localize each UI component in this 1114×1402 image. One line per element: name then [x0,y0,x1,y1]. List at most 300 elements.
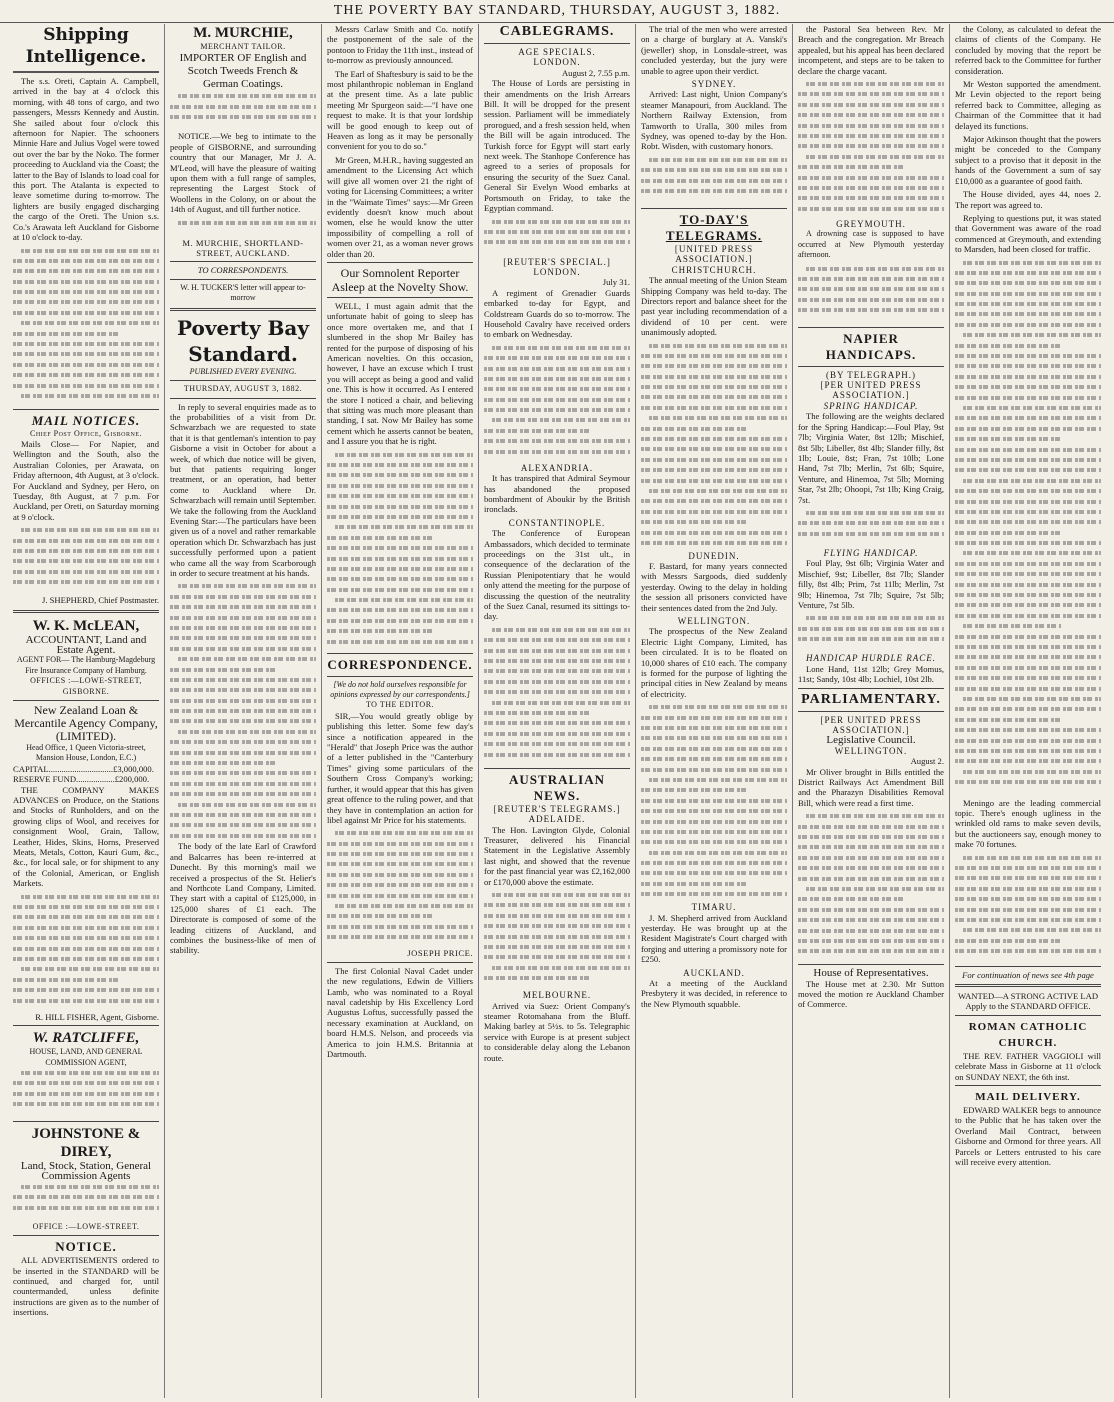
text-line-ink [955,780,1101,784]
text-line [955,309,1101,319]
text-line-ink [327,935,473,939]
text-line [327,859,473,869]
text-line [955,559,1101,569]
johnstone-continued [13,1182,159,1222]
text-line-ink [484,669,630,673]
shipping-text: The s.s. Oreti, Captain A. Campbell, arrived in the bay at 4 o'clock this morning, with 48 tons of cargo, and two passengers, Messrs Kennedy and Austin. She sailed about four o'clock this afternoon for Napier. The schooners Minnie Hare and Julius Vogel were towed out over the bar by the Noko. The former proceeding to Auckland via the Coast; the latter to the Bay of Islands to load coal for this port. The Atalanta is expected to leave sometime during to-morrow. The lighters are busily engaged discharging the cargo of the Oreti. The Union s.s. Co.'s Arawata left Auckland for Gisborne at 10 o'clock to-day. [13,76,159,243]
text-line-ink [641,510,787,514]
text-line [641,775,787,785]
text-line-ink [641,375,787,379]
text-line [955,486,1101,496]
text-line-ink [955,603,1101,607]
text-line [641,361,787,371]
text-line-ink [955,572,1101,576]
somnolent-text: WELL, I must again admit that the unfortunate habit of going to sleep has once more overtaken me, and that I slumbered in the shop Mr Bailey has rented for the purpose of disposing of his American novelties. On this occasion, however, I have an excuse which I trust you will accept as being a good and valid one. This is how it occurred. As I entered the store I noticed a chair, and believing that sitting was much more pleasant than standing, I sat. Now Mr Bailey has some cement which he asserts cannot be beaten, and I assure you that he is right. [327,300,473,447]
text-line-ink [641,736,787,740]
text-line [327,450,473,460]
house-text: The House met at 2.30. Mr Sutton moved the motion re Auckland Chamber of Commerce. [798,978,944,1010]
text-line-ink [641,892,787,896]
text-line-ink [955,448,1101,452]
text-line-ink [641,747,787,751]
text-line-ink [21,528,159,532]
text-line [170,613,316,623]
roman-catholic-heading: ROMAN CATHOLIC CHURCH. [968,1020,1088,1049]
johnstone-office: OFFICE :—LOWE-STREET. [32,1221,140,1231]
text-line-ink [13,926,159,930]
text-line [641,733,787,743]
murchie-importer: IMPORTER OF English and Scotch Tweeds French & German Coatings. [179,52,307,91]
text-line [13,577,159,587]
text-line [955,424,1101,434]
text-line [327,460,473,470]
text-line [170,810,316,820]
age-specials: AGE SPECIALS. [518,47,596,57]
text-line-ink [955,312,1101,316]
text-line [13,902,159,912]
text-line [641,507,787,517]
issue-date: THURSDAY, AUGUST 3, 1882. [183,384,303,394]
text-line [170,602,316,612]
wk-title: W. K. McLEAN, [32,617,140,634]
text-line-ink [798,835,944,839]
text-line-ink [21,895,159,899]
text-line [798,624,944,634]
text-line-ink [955,614,1101,618]
text-line [798,863,944,873]
text-line-ink [955,364,1101,368]
text-line-ink [170,761,276,765]
text-line-ink [170,751,316,755]
text-line-ink [327,505,473,509]
mail-continued [13,525,159,595]
weston-item: Mr Weston supported the amendment. Mr Levin objected to the report being referred back to Committee, alleging as Chairman of the Committee that it had delayed its functions. [955,79,1101,131]
text-line [798,162,944,172]
text-line [955,403,1101,413]
text-line-ink [955,593,1101,597]
text-line-ink [21,321,159,325]
columns [8,24,1106,1398]
text-line [798,100,944,110]
text-line-ink [955,655,1101,659]
text-line [955,777,1101,787]
trial-item: The trial of the men who were arrested on a charge of burglary at A. Vanski's (jeweller) shop, in Lonsdale-street, was concluded yesterday, but the jury were unable to agree upon their verdict. [641,24,787,76]
text-line [641,476,787,486]
text-line [13,297,159,307]
text-line [955,278,1101,288]
text-line-ink [335,904,473,908]
text-line-ink [13,988,159,992]
text-line-ink [798,298,944,302]
text-line [955,715,1101,725]
divider [955,1085,1101,1086]
text-line [170,727,316,737]
text-line-ink [170,626,316,630]
text-line-ink [641,395,787,399]
text-line-ink [13,1206,159,1210]
text-line [955,611,1101,621]
column-4 [479,24,636,1398]
nz-text: THE COMPANY MAKES ADVANCES on Produce, on the Stations and Stocks of Runholders, and on the growing clips of Wool, and receives for consignment Wool, Grain, Tallow, Leather, Hides, Skins, Horns, Preserved Meats, Metals, Cotton, Kauri Gum, &c., &c., for local sale, or for shipment to any of the Colonial, American, or English Markets. [13,784,159,889]
text-line-ink [484,753,630,757]
text-line-ink [955,344,1061,348]
text-line-ink [955,749,1101,753]
text-line-ink [641,882,747,886]
text-line [13,912,159,922]
text-line-ink [649,158,787,162]
text-line [641,528,787,538]
divider [13,1121,159,1122]
correspondence-disclaimer: [We do not hold ourselves responsible for opinions expressed by our correspondents.] [330,679,470,700]
text-line-ink [484,914,630,918]
breach-continued [798,79,944,219]
ratcliffe-sub: HOUSE, LAND, AND GENERAL COMMISSION AGENT, [29,1047,143,1067]
text-line-ink [170,771,316,775]
text-line-ink [327,608,473,612]
parliament-continued [955,258,1101,798]
text-line-ink [641,354,787,358]
notice-text: ALL ADVERTISEMENTS ordered to be inserted in the STANDARD will be continued, and charged for, until countermanded, unless definite instructions are given as to the number of insertions. [13,1255,159,1318]
divider [484,43,630,44]
text-line-ink [955,908,1101,912]
text-line [327,616,473,626]
text-line-ink [806,155,944,159]
notice-continued [170,218,316,238]
correspondents-text: W. H. TUCKER'S letter will appear to-morrow [180,282,306,303]
text-line [798,508,944,518]
text-line [955,642,1101,652]
text-line-ink [492,346,630,350]
text-line [955,704,1101,714]
text-line-ink [798,939,944,943]
hurdle-text: Lone Hand, 11st 12lb; Grey Momus, 11st; Sandy, 10st 4lb; Lochiel, 10st 2lb. [798,663,944,685]
wk-agent: AGENT FOR— The Hamburg-Magdeburg Fire Insurance Company of Hamburg. [16,655,156,675]
text-line-ink [178,730,316,734]
column-7 [950,24,1106,1398]
text-line [484,656,630,666]
text-line-ink [963,261,1101,265]
text-line-ink [798,877,944,881]
text-line-ink [955,427,1101,431]
text-line [484,217,630,227]
text-line [484,635,630,645]
text-line [641,486,787,496]
text-line-ink [484,439,630,443]
text-line-ink [13,947,159,951]
london-text: The House of Lords are persisting in their amendments on the Irish Arrears Bill. It will be dropped for the present session. Parliament will be immediately prorogued, and a fresh session held, when the Bill will be again introduced. The Turkish force for Egypt will start early next week. The Stanhope Conference has agreed to a series of proposals for ensuring the security of the Suez Canal. General Sir Evelyn Wood embarks at Portsmouth on Friday, to take the Egyptian command. [484,78,630,214]
text-line-ink [806,267,944,271]
napier-heading: NAPIER HANDICAPS. [825,330,917,362]
text-line-ink [21,1071,159,1075]
text-line [484,227,630,237]
spring-text: The following are the weights declared for the Spring Handicap:—Foul Play, 9st 7lb; Virginia Water, 8st 12lb; Mischief, 8st 5lb; Libeller, 8st 4lb; Slander filly, 8st 1lb; Louie, 8st; Fran, 7st 10lb; Lone Hand, 7st 7lb; Merlin, 7st 6lb; Squire, Venture, and Hinemoa, 7st 5lb; Morning Star, 7st 2lb; Ohoopi, 7st 1lb; King Craig, 7st. [798,411,944,505]
text-line [484,952,630,962]
text-line-ink [327,473,473,477]
text-line-ink [327,484,473,488]
text-line [641,868,787,878]
text-line-ink [21,1185,159,1189]
text-line-ink [798,186,944,190]
text-line-ink [170,636,316,640]
text-line-ink [484,732,630,736]
divider [798,711,944,712]
text-line [641,444,787,454]
text-line [798,110,944,120]
text-line-ink [170,647,316,651]
wk-sub: ACCOUNTANT, Land and Estate Agent. [25,633,147,656]
text-line [13,944,159,954]
text-line [484,900,630,910]
text-line-ink [492,220,630,224]
text-line-ink [649,344,787,348]
text-line-ink [955,271,1101,275]
text-line-ink [170,115,316,119]
shipping-heading: Shipping Intelligence. [25,25,147,67]
text-line [327,574,473,584]
text-line-ink [955,918,1101,922]
text-line-ink [641,757,787,761]
nz-reserve: RESERVE FUND..................£200,000. [13,774,150,785]
text-line-ink [170,823,316,827]
dunedin-text: F. Bastard, for many years connected with Messrs Sargoods, died suddenly yesterday. Owing to the delay in holding the session all prisoners convicted have their sentences dated from the 2nd July. [641,560,787,613]
text-line-ink [327,536,433,540]
text-line-ink [484,377,630,381]
text-line [484,739,630,749]
text-line [955,434,1101,444]
text-line [170,820,316,830]
text-line [327,922,473,932]
text-line-ink [649,416,787,420]
text-line [484,646,630,656]
greymouth-text: A drowning case is supposed to have occurred at New Plymouth yesterday afternoon. [798,229,944,260]
text-line-ink [798,929,944,933]
text-line-ink [641,820,787,824]
text-line-ink [327,629,433,633]
text-line-ink [963,406,1101,410]
editorial-2: The body of the late Earl of Crawford and Balcarres has been re-interred at Dunecht. By this morning's mail we received a prospectus of the St. Helier's and Northcote Land Company, Limited. They start with a capital of £125,000, in 125,000 shares of £1 each. The Directorate is composed of some of the leading citizens of Auckland, and combines the business-like of men of stability. [170,841,316,956]
text-line-ink [484,408,630,412]
text-line-ink [21,394,159,398]
text-line-ink [484,429,590,433]
text-line-ink [170,616,316,620]
adelaide-text: The Hon. Lavington Glyde, Colonial Treasurer, delivered his Financial Statement in the Legislative Assembly last night, and showed that the revenue for the past financial year was £2,162,000 or £170,000 above the estimate. [484,824,630,887]
text-line [955,517,1101,527]
text-line-ink [641,427,747,431]
text-line [955,361,1101,371]
text-line [798,822,944,832]
text-line [327,491,473,501]
text-line-ink [484,649,630,653]
text-line-ink [13,384,159,388]
text-line [170,748,316,758]
divider [327,676,473,677]
text-line [327,849,473,859]
text-line-ink [798,92,944,96]
text-line-ink [327,567,473,571]
text-line-ink [484,935,630,939]
text-line-ink [798,949,944,953]
legislative-text: Mr Oliver brought in Bills entitled the District Railways Act Amendment Bill and the Pharazyn Disabilities Removal Bill, which were read a first time. [798,766,944,808]
text-line-ink [798,207,944,211]
reuters-text: A regiment of Grenadier Guards embarked to-day for Egypt, and Coldstream Guards do so to-morrow. The Household Cavalry have received orders to embark on Wednesday. [484,287,630,340]
text-line-ink [13,269,159,273]
divider [798,964,944,965]
text-line [13,536,159,546]
text-line-ink [13,559,159,563]
text-line [955,632,1101,642]
text-line [955,946,1101,956]
meningo-item: Meningo are the leading commercial topic. There's enough ugliness in the wrinkled old rams to make seven devils, but the auctioneers say, enough money to make 70 fortunes. [955,797,1101,850]
per-united: [PER UNITED PRESS ASSOCIATION.] [820,380,922,401]
text-line [170,91,316,101]
meningo-continued [955,853,1101,963]
text-line-ink [955,728,1101,732]
text-line-ink [170,105,316,109]
text-line [13,975,159,985]
text-line [484,911,630,921]
text-line-ink [327,577,473,581]
text-line-ink [798,856,944,860]
text-line [484,698,630,708]
letter: SIR,—You would greatly oblige by publishing this letter. Some few day's since a notification appeared in the "Herald" that Joseph Price was the author of a letter published in the "Canterbury Times" giving some particulars of the Southern Cross Company's working; further, it would appear that this has given great offence to the ruling power, and that they have in contemplation an action for libel against Mr Price for his statements. [327,710,473,825]
july31-date: July 31. [602,277,630,288]
text-line [13,1203,159,1213]
text-line-ink [955,416,1101,420]
text-line-ink [641,541,787,545]
text-line-ink [327,862,473,866]
text-line [955,268,1101,278]
text-line [641,176,787,186]
text-line [641,496,787,506]
text-line-ink [641,861,787,865]
text-line [484,395,630,405]
text-line [955,289,1101,299]
text-line-ink [641,406,787,410]
text-line-ink [484,903,630,907]
wellington-heading: WELLINGTON. [677,615,751,626]
text-line [170,623,316,633]
text-line [641,702,787,712]
text-line [13,1099,159,1109]
text-line-ink [327,588,473,592]
nz-sign: R. HILL FISHER, Agent, Gisborne. [35,1011,159,1022]
text-line [641,713,787,723]
text-line [484,384,630,394]
text-line-ink [955,676,1101,680]
murchie-sign: M. MURCHIE, SHORTLAND-STREET, AUCKLAND. [182,237,304,259]
nz-capital: CAPITAL..............................£3,000,000. [13,763,154,774]
text-line [170,218,316,228]
melbourne-text: Arrived via Suez: Orient Company's steamer Rotomahana from the Bluff. Making barley at 5½s. to 5s. Telegraphic service with Europe is at present subject to considerable delay along the Lebanon route. [484,1000,630,1063]
text-line [327,626,473,636]
text-line-ink [170,709,316,713]
spring-continued [798,508,944,548]
text-line-ink [13,915,159,919]
text-line [641,382,787,392]
text-line [327,564,473,574]
text-line [798,131,944,141]
alexandria-heading: ALEXANDRIA. [520,462,594,473]
text-line-ink [955,292,1101,296]
text-line [798,613,944,623]
text-line-ink [955,541,1101,545]
text-line [798,141,944,151]
text-line [641,848,787,858]
text-line [798,152,944,162]
text-line [955,863,1101,873]
christchurch-heading: CHRISTCHURCH. [671,264,757,275]
text-line [327,585,473,595]
ratcliffe-continued [13,1068,159,1118]
text-line-ink [484,387,630,391]
text-line-ink [955,897,1101,901]
text-line [641,424,787,434]
greymouth-road-item: Replying to questions put, it was stated that Government was aware of the road commenced at Greymouth, and extending to Marsden, had been closed for traffic. [955,212,1101,255]
dunedin-heading: DUNEDIN. [688,550,740,561]
text-line [13,308,159,318]
editorial-continued [170,581,316,841]
text-line [955,621,1101,631]
editorial: In reply to several enquiries made as to the probabilities of a visit from Dr. Schwarzbach we are requested to state that it is that gentleman's intention to pay Gisborne a visit in October for about a week, of which due notice will be given, but that patients requiring longer treatment, or an operation, had better come to Auckland where Dr. Schwarzbach will remain until September. We take the following from the Auckland Evening Star:—The particulars have been given us of a novel and rather remarkable operation which Dr. Schwarzbach has just successfully performed upon a patient who came all the way from Scarborough in order to secure treatment at his hands. [170,401,316,578]
text-line-ink [798,521,944,525]
mail-delivery-heading: MAIL DELIVERY. [975,1091,1081,1103]
text-line-ink [798,866,944,870]
text-line [484,237,630,247]
text-line-ink [484,450,630,454]
text-line [641,465,787,475]
text-line [327,522,473,532]
legislative-heading: Legislative Council. [826,734,916,747]
text-line-ink [484,955,630,959]
text-line [798,264,944,274]
constantinople-continued [484,625,630,765]
text-line [798,946,944,956]
ratcliffe-title: W. RATCLIFFE, [32,1030,140,1047]
divider [170,261,316,262]
text-line [798,193,944,203]
text-line-ink [806,82,944,86]
text-line [955,884,1101,894]
text-line-ink [13,1195,159,1199]
text-line-ink [170,605,316,609]
text-line-ink [641,531,787,535]
text-line [327,595,473,605]
text-line [641,165,787,175]
text-line-ink [955,866,1101,870]
sydney-text: Arrived: Last night, Union Company's steamer Manapouri, from Auckland. The Northern Railway Extension, from Tamworth to Uralla, 300 miles from Sydney, was opened to-day by the Hon. Robt. Wisden, with customary honors. [641,89,787,152]
text-line-ink [641,830,787,834]
text-line [641,403,787,413]
divider [13,700,159,701]
text-line-ink [327,640,473,644]
text-line [170,800,316,810]
text-line-ink [955,562,1101,566]
text-line-ink [170,699,316,703]
text-line-ink [955,510,1101,514]
text-line [641,796,787,806]
text-line-ink [170,740,316,744]
todays-telegrams-heading: TO-DAY'S TELEGRAMS. [665,211,763,243]
christchurch-continued [641,341,787,551]
text-line-ink [955,489,1101,493]
text-line-ink [484,945,630,949]
text-line [641,372,787,382]
text-line-ink [641,447,787,451]
text-line [13,567,159,577]
mail-text: Mails Close— For Napier, and Wellington and the South, also the Australian Colonies, per Arawata, on Friday afternoon, 4th August, at 3 o'clock. For Auckland and Sydney, per Hero, on Tuesday, 8th August, at 7 p.m. For Auckland, per Oreti, on Saturday morning at 9 o'clock. [13,438,159,522]
text-line-ink [641,520,747,524]
mail-sign: J. SHEPHERD, Chief Postmaster. [42,595,159,606]
text-line [955,725,1101,735]
